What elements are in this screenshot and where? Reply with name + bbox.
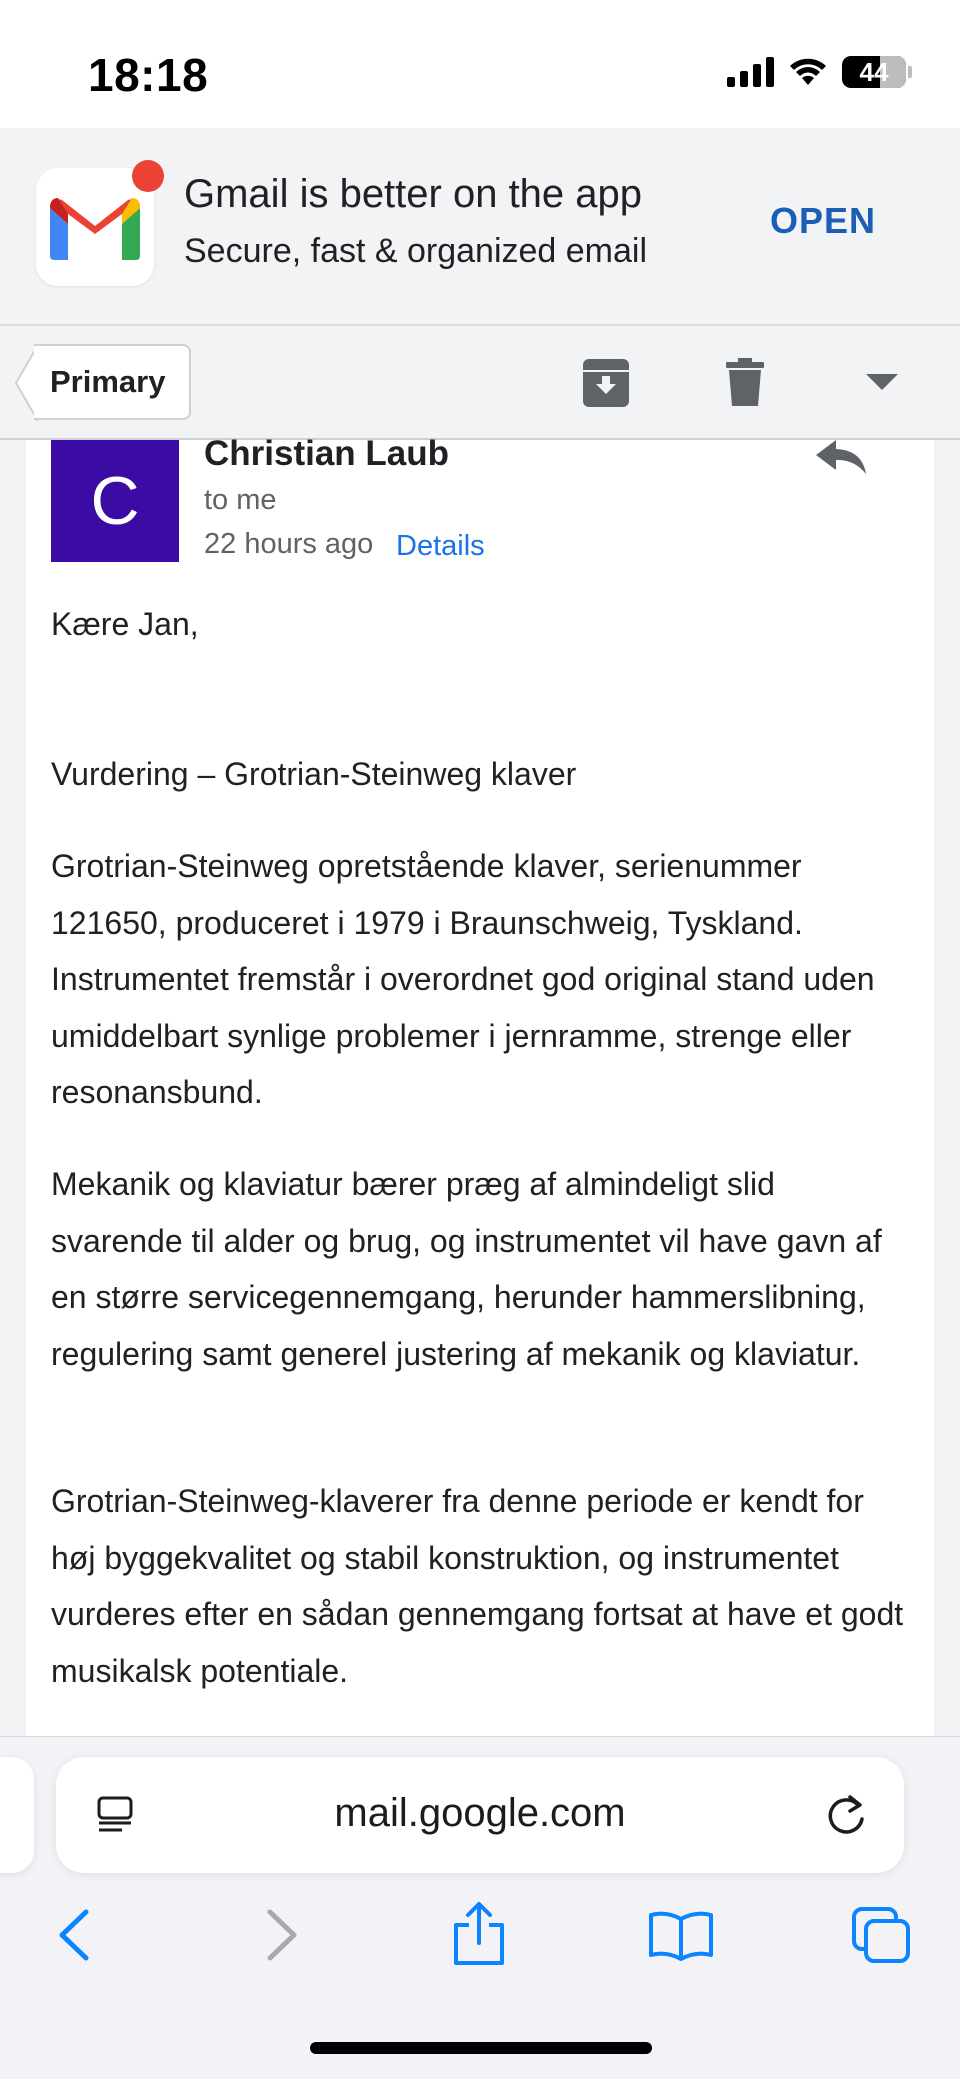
share-icon[interactable]: [452, 1901, 506, 1967]
primary-label: Primary: [50, 364, 166, 399]
forward-icon[interactable]: [264, 1909, 300, 1961]
email-paragraph-1: Grotrian-Steinweg opretstående klaver, serienummer 121650, produceret i 1979 i Braunschweig, Tyskland. Instrumentet fremstår i overordnet god original stand uden umiddelbart synlige problemer i jernramme, strenge eller resonansbund.: [51, 848, 875, 1110]
previous-tab-peek[interactable]: [0, 1757, 34, 1873]
reply-icon[interactable]: [816, 440, 866, 474]
reload-icon[interactable]: [824, 1791, 868, 1837]
back-icon[interactable]: [56, 1909, 92, 1961]
status-time: 18:18: [88, 49, 209, 101]
url-text: mail.google.com: [334, 1791, 626, 1835]
browser-toolbar: [0, 1736, 960, 2079]
sender-name: Christian Laub: [204, 434, 450, 473]
archive-icon[interactable]: [582, 358, 630, 408]
notification-dot: [132, 160, 164, 192]
recipient-label: to me: [204, 484, 277, 516]
bookmarks-icon[interactable]: [648, 1911, 714, 1961]
email-timestamp: 22 hours ago: [204, 528, 374, 560]
back-to-primary-button[interactable]: [34, 344, 191, 420]
email-greeting: Kære Jan,: [51, 606, 199, 642]
open-app-button[interactable]: OPEN: [769, 200, 876, 241]
email-message: [26, 434, 934, 1736]
battery-level: 44: [859, 56, 889, 87]
status-icons: [727, 56, 912, 88]
app-install-banner: [0, 128, 960, 326]
email-toolbar: [0, 326, 960, 440]
email-paragraph-3: Grotrian-Steinweg-klaverer fra denne periode er kendt for høj byggekvalitet og stabil konstruktion, og instrumentet vurderes efter en sådan gennemgang fortsat at have et godt musikalsk potentiale.: [51, 1483, 904, 1689]
trash-icon[interactable]: [726, 358, 764, 406]
signal-icon: [727, 57, 774, 87]
banner-title: Gmail is better on the app: [184, 172, 643, 216]
status-bar: [0, 0, 960, 128]
battery-icon: [842, 56, 912, 88]
email-paragraph-2: Mekanik og klaviatur bærer præg af almindeligt slid svarende til alder og brug, og instrumentet vil have gavn af en større servicegennemgang, herunder hammerslibning, regulering samt generel justering af mekanik og klaviatur.: [51, 1166, 882, 1372]
address-bar[interactable]: [56, 1757, 904, 1873]
chevron-down-icon[interactable]: [866, 374, 898, 390]
wifi-icon: [788, 57, 828, 87]
email-viewport: [0, 434, 960, 1736]
email-subject-line: Vurdering – Grotrian-Steinweg klaver: [51, 756, 577, 792]
tabs-icon[interactable]: [852, 1907, 912, 1965]
avatar: C: [51, 440, 179, 562]
details-link[interactable]: Details: [396, 530, 485, 562]
home-indicator: [310, 2042, 652, 2054]
banner-subtitle: Secure, fast & organized email: [184, 232, 648, 270]
